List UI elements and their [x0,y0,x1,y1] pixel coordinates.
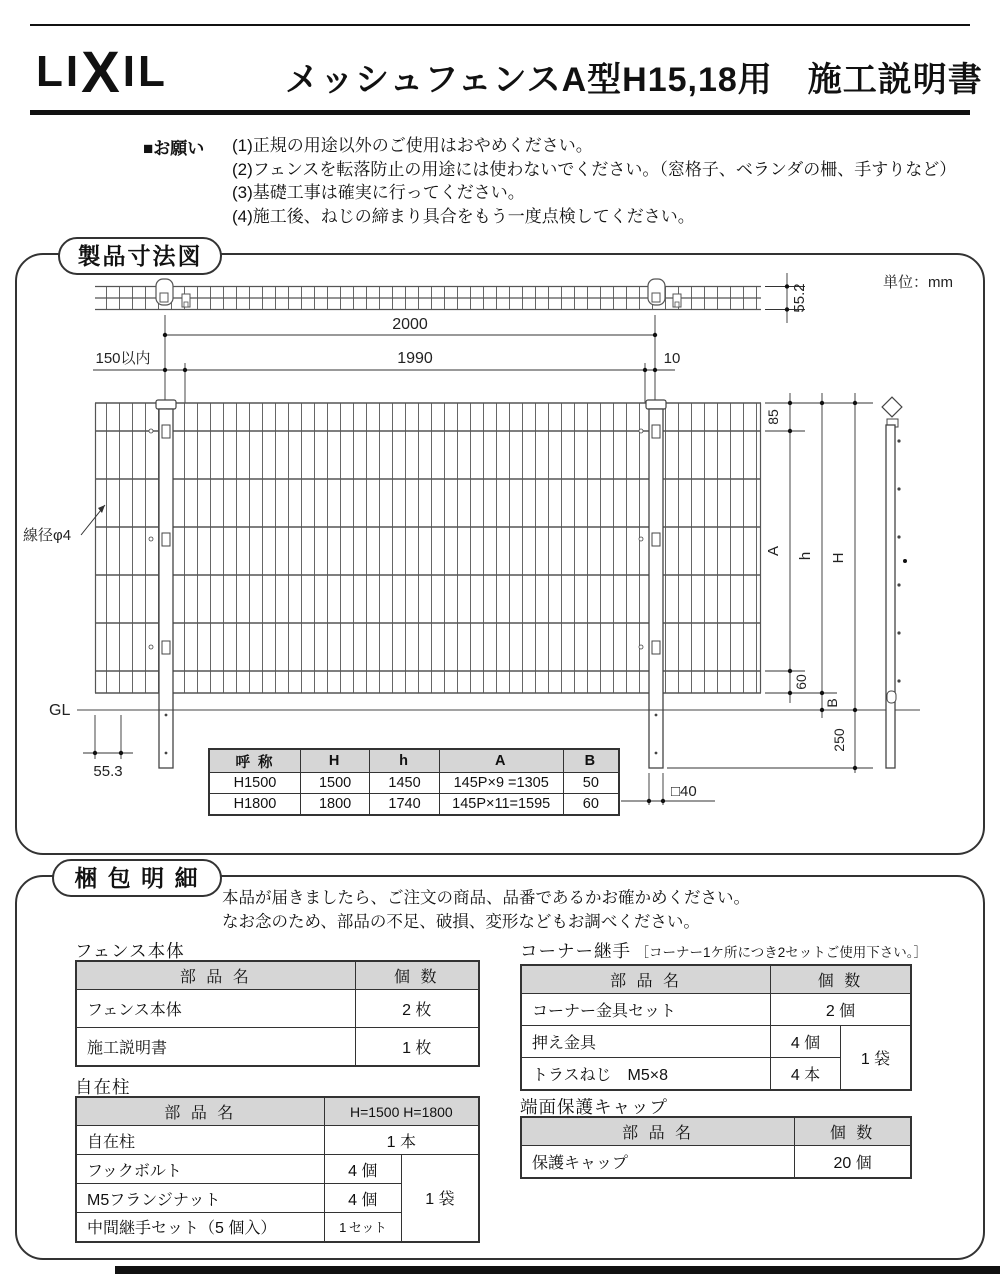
notice-item-2: (2)フェンスを転落防止の用途には使わないでください。（窓格子、ベランダの柵、手すりなど） [232,159,957,179]
spec-h1500-B: 50 [563,773,619,794]
spec-h1800-h: 1740 [370,794,439,816]
cap-table [520,1116,912,1179]
table-row [76,1126,479,1155]
header-top-rule [30,24,970,26]
gl-label: GL [49,702,71,719]
spec-col-h: h [370,749,439,773]
post-row3-qty: 4 個 [324,1184,401,1213]
table-row [209,794,619,816]
post-row4-qty: 1 セット [324,1213,401,1242]
dim-label-h: h [797,551,814,561]
post-table [75,1096,480,1243]
wire-dia-label: 線径φ4 [23,527,72,544]
spec-col-name: 呼 称 [209,749,300,773]
corner-row1-name: コーナー金具セット [521,994,771,1026]
spec-col-A: A [439,749,563,773]
dim-label-post-section: □40 [671,783,697,800]
dim-label-1990: 1990 [397,350,433,367]
corner-bag-cell: 1 袋 [841,1026,912,1090]
cap-row1-qty: 20 個 [795,1146,911,1178]
fence-table-title: フェンス本体 [75,941,185,961]
spec-h1800-name: H1800 [209,794,300,816]
table-row [76,1028,479,1066]
bottom-section-rule [115,1266,1000,1274]
dim-label-cap-h: H [830,552,847,564]
table-row [521,1146,911,1178]
notice-item-3: (3)基礎工事は確実に行ってください。 [232,183,525,202]
spec-h1500-name: H1500 [209,773,300,794]
corner-col-name: 部 品 名 [521,965,771,994]
post-row4-name: 中間継手セット（5 個入） [76,1213,324,1242]
dim-post-section [621,773,715,805]
table-header-row [521,965,911,994]
dim-label-a: A [765,545,782,557]
fence-col-qty: 個 数 [355,961,479,990]
post-col-h1800: H=1800 [403,1103,453,1120]
table-header-row [76,1097,479,1126]
fence-table [75,960,480,1067]
spec-h1500-H: 1500 [300,773,369,794]
spec-h1800-A: 145P×11=1595 [439,794,563,816]
table-header-row [76,961,479,990]
post-row2-name: フックボルト [76,1155,324,1184]
fence-row2-name: 施工説明書 [76,1028,355,1066]
packing-section-title: 梱 包 明 細 [52,859,222,897]
corner-row3-qty: 4 本 [771,1058,841,1090]
post-col-h1500: H=1500 [349,1103,400,1120]
cap-row1-name: 保護キャップ [521,1146,795,1178]
spec-col-H: H [300,749,369,773]
post-row1-name: 自在柱 [76,1126,324,1155]
fence-row2-qty: 1 枚 [355,1028,479,1066]
corner-row2-name: 押え金具 [521,1026,771,1058]
packing-note [222,886,750,934]
spec-table-header-row [209,749,619,773]
cap-table-title: 端面保護キャップ [520,1097,668,1117]
corner-table [520,964,912,1091]
table-row [76,1155,479,1184]
corner-table-note: ［コーナー1ケ所につき2セットご使用下さい。］ [635,945,927,960]
spec-h1500-h: 1450 [370,773,439,794]
dimension-section-title: 製品寸法図 [58,237,222,275]
lixil-logo: LIXIL [36,40,168,105]
dim-label-55-2: 55.2 [791,283,808,313]
dim-label-60: 60 [793,674,809,690]
post-row3-name: M5フランジナット [76,1184,324,1213]
dim-label-250: 250 [831,728,847,752]
spec-h1800-H: 1800 [300,794,369,816]
dim-label-b: B [824,698,840,708]
table-row [521,994,911,1026]
dim-55-3 [83,715,133,759]
notice-label: ■お願い [143,139,205,158]
header-bottom-rule [30,110,970,115]
dim-label-55-3: 55.3 [93,763,123,780]
corner-row2-qty: 4 個 [771,1026,841,1058]
post-bag-cell: 1 袋 [401,1155,479,1242]
spec-h1500-A: 145P×9 =1305 [439,773,563,794]
post-row1-qty: 1 本 [324,1126,479,1155]
table-row [76,990,479,1028]
post-side-view [882,397,907,768]
table-row [521,1026,911,1058]
corner-table-heading [520,938,927,963]
fence-row1-qty: 2 枚 [355,990,479,1028]
dim-label-10: 10 [663,350,681,367]
post-col-name: 部 品 名 [76,1097,324,1126]
spec-h1800-B: 60 [563,794,619,816]
fence-col-name: 部 品 名 [76,961,355,990]
corner-table-title: コーナー継手 [520,941,631,961]
corner-row3-name: トラスねじ M5×8 [521,1058,771,1090]
packing-note-line1: 本品が届きましたら、ご注文の商品、品番であるかお確かめください。 [222,889,750,907]
plan-view [95,279,761,310]
dim-label-2000: 2000 [392,316,428,333]
dim-lines-top [93,315,675,403]
logo-x-glyph: X [81,40,123,105]
post-row2-qty: 4 個 [324,1155,401,1184]
packing-note-line2: なお念のため、部品の不足、破損、変形などもお調べください。 [222,913,700,931]
corner-row1-qty: 2 個 [771,994,911,1026]
table-row [209,773,619,794]
cap-col-qty: 個 数 [795,1117,911,1146]
spec-col-B: B [563,749,619,773]
notice-list [232,134,977,228]
notice-item-4: (4)施工後、ねじの締まり具合をもう一度点検してください。 [232,206,695,226]
table-header-row [521,1117,911,1146]
spec-table [208,748,620,816]
post-col-heights [324,1097,479,1126]
dim-label-85: 85 [765,409,781,425]
corner-col-qty: 個 数 [771,965,911,994]
post-table-title: 自在柱 [75,1077,131,1097]
dim-label-150: 150以内 [95,350,151,367]
cap-col-name: 部 品 名 [521,1117,795,1146]
unit-label: 単位：mm [883,274,953,291]
page-title: メッシュフェンスA型H15,18用 施工説明書 [285,61,983,99]
fence-row1-name: フェンス本体 [76,990,355,1028]
notice-item-1: (1)正規の用途以外のご使用はおやめください。 [232,136,593,155]
